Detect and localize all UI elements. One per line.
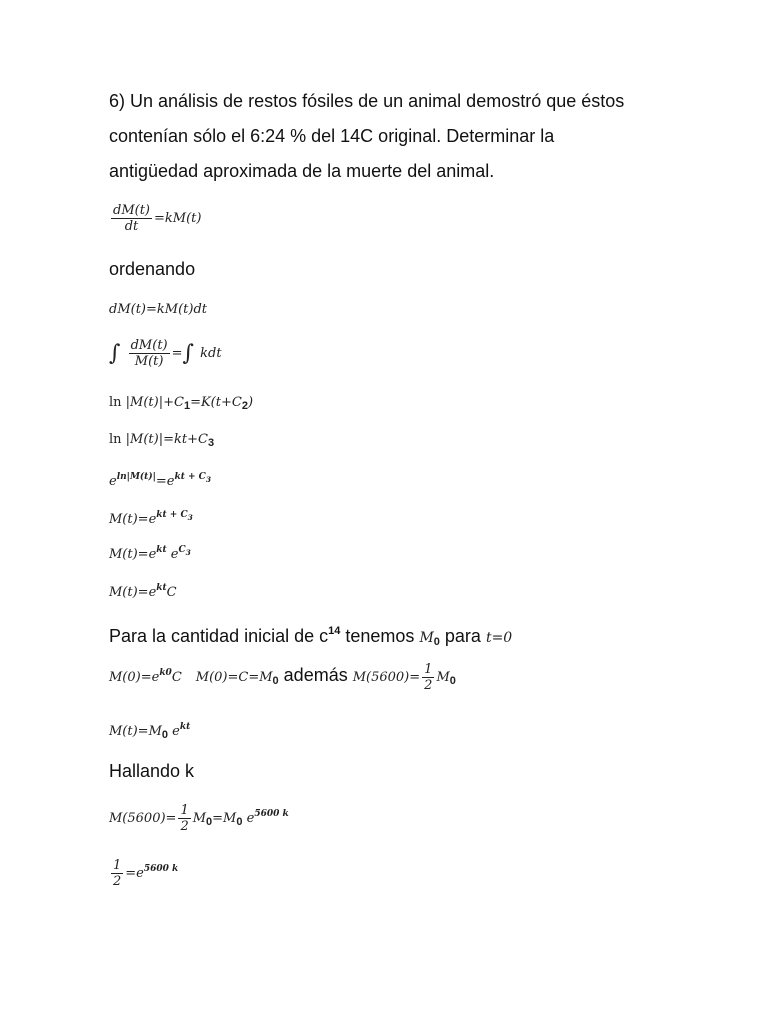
integral-rhs: kdt	[200, 346, 222, 361]
initial-condition-line: Para la cantidad inicial de $c^{14}$ tenemos $M_0$ para t=0	[109, 625, 513, 648]
integral-numerator: dM(t)	[130, 338, 168, 353]
label-hallando-k: Hallando k	[109, 761, 195, 781]
problem-statement	[109, 84, 669, 189]
ode-fraction	[111, 203, 152, 234]
ode-denominator: dt	[124, 219, 139, 234]
ode-numerator: dM(t)	[113, 203, 151, 218]
ln-equation-1: $\ln |M(t)|+C_1=K(t+C_2)$	[109, 395, 254, 412]
ode-rhs: =kM(t)	[154, 211, 202, 226]
initial-equations: $M(0)=e^{k0}C$ $M(0)=C=M_0$ además M(5600)= $\frac{1}{2}$ $M_0$	[109, 662, 456, 693]
integral-denominator: M(t)	[134, 354, 164, 369]
label-ordenando: ordenando	[109, 259, 196, 279]
exp-equation-4: $M(t)=e^{kt}C$	[109, 583, 177, 600]
problem-line-1: 6) Un análisis de restos fósiles de un animal demostró que éstos	[109, 91, 625, 111]
problem-line-2: contenían sólo el 6:24 % del 14C original. Determinar la	[109, 126, 555, 146]
half-life-equation: M(5600)= $\frac{1}{2}$ $M_0=M_0$ $e^{5600 k}$	[109, 803, 289, 834]
integral-sign-icon: ∫	[182, 341, 194, 366]
ln-equation-2: $\ln |M(t)|=kt+C_3$	[109, 432, 215, 449]
ode-equation	[109, 203, 201, 234]
integral-fraction	[129, 338, 170, 369]
separated-equation: dM(t)=kM(t)dt	[109, 302, 207, 317]
exp-equation-3: $M(t)=e^{kt}$ $e^{C_3}$	[109, 545, 191, 562]
integral-equation: ∫ $\frac{dM(t)}{M(t)}$ =∫ kdt	[109, 338, 222, 369]
problem-line-3: antigüedad aproximada de la muerte del animal.	[109, 161, 495, 181]
solution-equation: $M(t)=M_0$ $e^{kt}$	[109, 722, 191, 741]
exp-equation-2: $M(t)=e^{kt + C_3}$	[109, 510, 193, 527]
exp-equation-1: $e^{ln|M(t)|}=e^{kt + C_3}$	[109, 472, 212, 489]
final-equation: $\frac{1}{2}$ $=e^{5600 k}$	[113, 858, 179, 889]
integral-sign-icon: ∫	[109, 341, 121, 366]
